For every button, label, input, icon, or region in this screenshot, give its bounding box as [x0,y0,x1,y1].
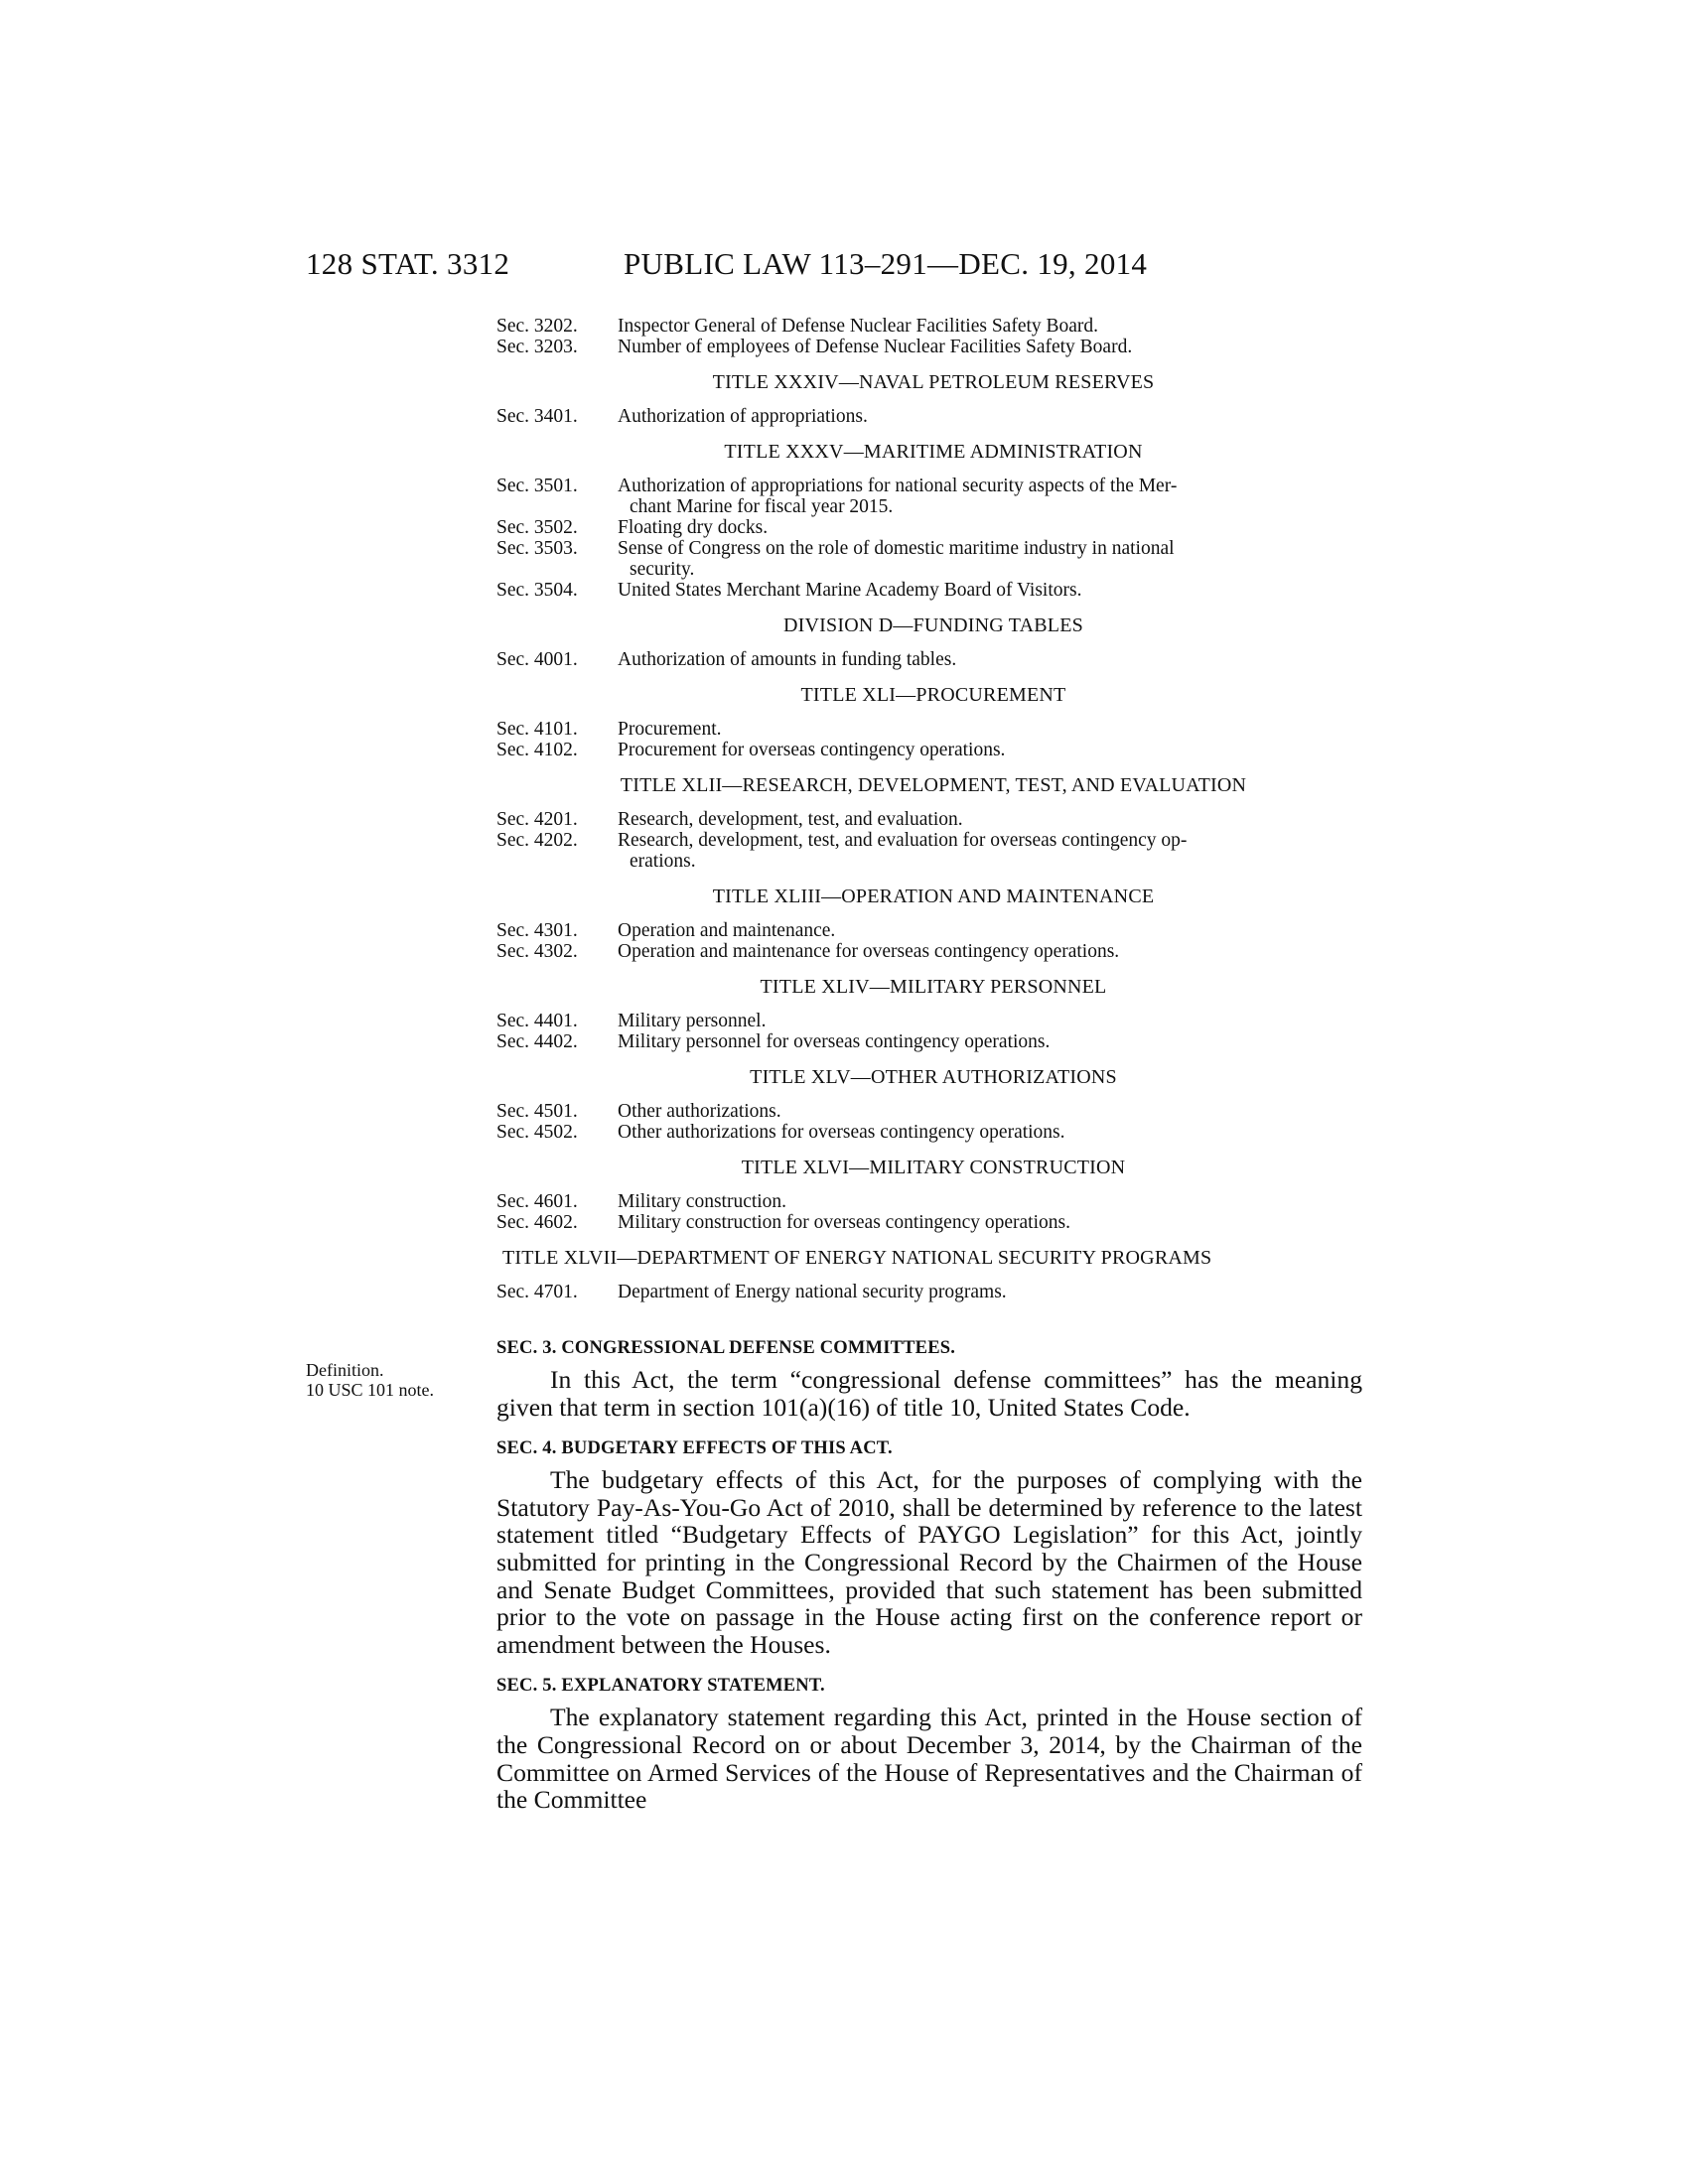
toc-entry-number: Sec. 4602. [496,1212,578,1233]
toc-entry-text: Operation and maintenance for overseas contingency operations. [618,941,1120,962]
toc-title-heading: TITLE XLV—OTHER AUTHORIZATIONS [750,1066,1117,1088]
toc-entry-text: United States Merchant Marine Academy Board of Visitors. [618,580,1082,601]
toc-title-heading: TITLE XLI—PROCUREMENT [800,684,1066,706]
toc-group [496,1011,1370,1052]
toc-group [496,406,1370,427]
toc-entry-number: Sec. 4001. [496,649,578,670]
toc-entry [496,1011,1370,1031]
toc-entry-text: Military personnel. [618,1011,767,1031]
toc-entry-text: Floating dry docks. [618,517,769,538]
toc-entry-continuation: security. [630,559,695,580]
page-header [0,246,1688,286]
toc-entry-line: Research, development, test, and evaluation for overseas contingency op- [618,830,1188,851]
toc-entry-text: Military construction. [618,1191,787,1212]
toc-entry [496,830,1370,872]
toc-group [496,809,1370,872]
statute-body [496,1336,1362,1830]
toc-entry [496,316,1370,337]
toc-title-heading: TITLE XLVII—DEPARTMENT OF ENERGY NATIONAL SECURITY PROGRAMS [502,1247,1212,1269]
toc-entry-number: Sec. 3501. [496,476,578,496]
toc-entry [496,1101,1370,1122]
table-of-contents [496,316,1370,1316]
toc-entry [496,740,1370,760]
toc-entry-text: Procurement. [618,719,722,740]
toc-group [496,649,1370,670]
toc-title-heading: TITLE XLII—RESEARCH, DEVELOPMENT, TEST, AND EVALUATION [620,774,1247,796]
toc-entry-number: Sec. 3504. [496,580,578,601]
section-5-text: The explanatory statement regarding this Act, printed in the House section of the Congressional Record on or about December 3, 2014, by the Chairman of the Committee on Armed Services of the House of Representatives and the Chairman of the Committee [496,1703,1362,1815]
toc-entry-text: Military personnel for overseas contingency operations. [618,1031,1051,1052]
toc-entry-number: Sec. 4201. [496,809,578,830]
toc-entry [496,406,1370,427]
section-3-heading: SEC. 3. CONGRESSIONAL DEFENSE COMMITTEES. [496,1338,956,1358]
toc-entry [496,1191,1370,1212]
toc-entry-number: Sec. 3503. [496,538,578,559]
toc-entry-text [618,476,1370,517]
toc-entry-number: Sec. 3401. [496,406,578,427]
toc-entry-line: Authorization of appropriations for national security aspects of the Mer- [618,476,1178,496]
toc-division-heading: DIVISION D—FUNDING TABLES [783,614,1083,636]
toc-entry-number: Sec. 4402. [496,1031,578,1052]
toc-entry-number: Sec. 4102. [496,740,578,760]
toc-entry [496,538,1370,580]
toc-group [496,476,1370,601]
toc-entry [496,920,1370,941]
toc-title-heading: TITLE XLVI—MILITARY CONSTRUCTION [741,1157,1126,1178]
toc-entry-text [618,830,1370,872]
toc-entry-line: Sense of Congress on the role of domestic maritime industry in national [618,538,1175,559]
toc-entry [496,1031,1370,1052]
toc-entry-text: Authorization of amounts in funding tables. [618,649,957,670]
toc-entry-text: Research, development, test, and evaluation. [618,809,963,830]
margin-note-citation: 10 USC 101 note. [306,1380,435,1400]
toc-group [496,1191,1370,1233]
toc-entry [496,1122,1370,1143]
toc-entry [496,517,1370,538]
toc-entry [496,649,1370,670]
toc-group [496,1282,1370,1302]
toc-entry-text: Other authorizations for overseas contingency operations. [618,1122,1065,1143]
toc-entry-text: Inspector General of Defense Nuclear Facilities Safety Board. [618,316,1099,337]
toc-entry-number: Sec. 4202. [496,830,578,851]
toc-title-heading: TITLE XLIV—MILITARY PERSONNEL [760,976,1107,998]
toc-entry-number: Sec. 4501. [496,1101,578,1122]
margin-note [306,1360,434,1400]
toc-entry [496,719,1370,740]
toc-entry-text: Other authorizations. [618,1101,781,1122]
toc-entry-text: Authorization of appropriations. [618,406,868,427]
toc-entry [496,1282,1370,1302]
toc-entry [496,1212,1370,1233]
toc-entry-text: Department of Energy national security programs. [618,1282,1007,1302]
toc-entry-number: Sec. 4301. [496,920,578,941]
toc-entry-text [618,538,1370,580]
toc-title-heading: TITLE XLIII—OPERATION AND MAINTENANCE [712,886,1155,907]
toc-entry [496,476,1370,517]
toc-entry-number: Sec. 4601. [496,1191,578,1212]
toc-title-heading: TITLE XXXV—MARITIME ADMINISTRATION [724,441,1143,463]
toc-entry [496,580,1370,601]
toc-entry-number: Sec. 3203. [496,337,578,357]
toc-entry-number: Sec. 4101. [496,719,578,740]
statute-page-number: 128 STAT. 3312 [306,246,510,281]
margin-note-definition: Definition. [306,1360,384,1380]
toc-entry-number: Sec. 4502. [496,1122,578,1143]
toc-entry-continuation: erations. [630,851,696,872]
toc-entry-number: Sec. 3502. [496,517,578,538]
toc-entry-number: Sec. 3202. [496,316,578,337]
toc-entry-text: Procurement for overseas contingency operations. [618,740,1006,760]
toc-group [496,316,1370,357]
toc-entry-continuation: chant Marine for fiscal year 2015. [630,496,894,517]
toc-entry-text: Military construction for overseas contingency operations. [618,1212,1070,1233]
toc-title-heading: TITLE XXXIV—NAVAL PETROLEUM RESERVES [712,371,1155,393]
toc-entry-number: Sec. 4302. [496,941,578,962]
toc-group [496,920,1370,962]
toc-entry-text: Operation and maintenance. [618,920,836,941]
toc-group [496,1101,1370,1143]
section-4-heading: SEC. 4. BUDGETARY EFFECTS OF THIS ACT. [496,1438,893,1459]
public-law-title: PUBLIC LAW 113–291—DEC. 19, 2014 [624,246,1148,281]
section-4-text: The budgetary effects of this Act, for the purposes of complying with the Statutory Pay-As-You-Go Act of 2010, shall be determined by reference to the latest statement titled “Budgetary Effects of PAYGO Legislation” for this Act, jointly submitted for printing in the Congressional Record by the Chairmen of the House and Senate Budget Committees, provided that such statement has been submitted prior to the vote on passage in the House acting first on the conference report or amendment between the Houses. [496,1465,1362,1659]
toc-entry-number: Sec. 4401. [496,1011,578,1031]
toc-entry [496,809,1370,830]
section-3-text: In this Act, the term “congressional defense committees” has the meaning given that term in section 101(a)(16) of title 10, United States Code. [496,1365,1362,1422]
section-5-heading: SEC. 5. EXPLANATORY STATEMENT. [496,1676,825,1697]
toc-entry-text: Number of employees of Defense Nuclear Facilities Safety Board. [618,337,1133,357]
toc-entry-number: Sec. 4701. [496,1282,578,1302]
toc-entry [496,337,1370,357]
toc-group [496,719,1370,760]
toc-entry [496,941,1370,962]
